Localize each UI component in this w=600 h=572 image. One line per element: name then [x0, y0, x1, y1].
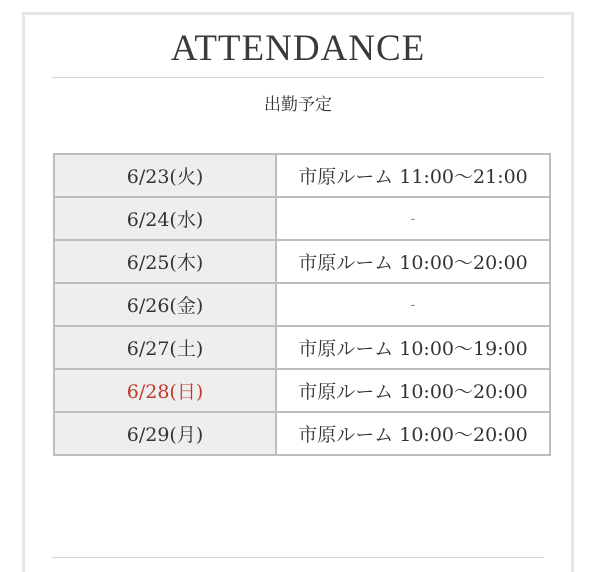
shift-cell: 市原ルーム 10:00〜20:00	[276, 369, 550, 412]
date-cell: 6/24(水)	[54, 197, 276, 240]
date-cell: 6/27(土)	[54, 326, 276, 369]
shift-cell: 市原ルーム 11:00〜21:00	[276, 154, 550, 197]
date-cell: 6/25(木)	[54, 240, 276, 283]
table-row	[54, 369, 550, 412]
shift-cell: 市原ルーム 10:00〜19:00	[276, 326, 550, 369]
bottom-divider	[52, 557, 544, 558]
shift-cell: 市原ルーム 10:00〜20:00	[276, 412, 550, 455]
table-row	[54, 412, 550, 455]
shift-cell: -	[276, 197, 550, 240]
date-cell: 6/23(火)	[54, 154, 276, 197]
table-row	[54, 154, 550, 197]
schedule-subtitle: 出勤予定	[264, 95, 332, 115]
schedule-table	[53, 153, 551, 456]
table-row	[54, 326, 550, 369]
attendance-panel	[22, 12, 574, 572]
table-row	[54, 283, 550, 326]
table-row	[54, 240, 550, 283]
date-cell: 6/26(金)	[54, 283, 276, 326]
date-cell-sunday: 6/28(日)	[54, 369, 276, 412]
table-row	[54, 197, 550, 240]
shift-cell: 市原ルーム 10:00〜20:00	[276, 240, 550, 283]
shift-cell: -	[276, 283, 550, 326]
date-cell: 6/29(月)	[54, 412, 276, 455]
title-divider	[52, 77, 544, 78]
page-title: ATTENDANCE	[170, 28, 426, 69]
